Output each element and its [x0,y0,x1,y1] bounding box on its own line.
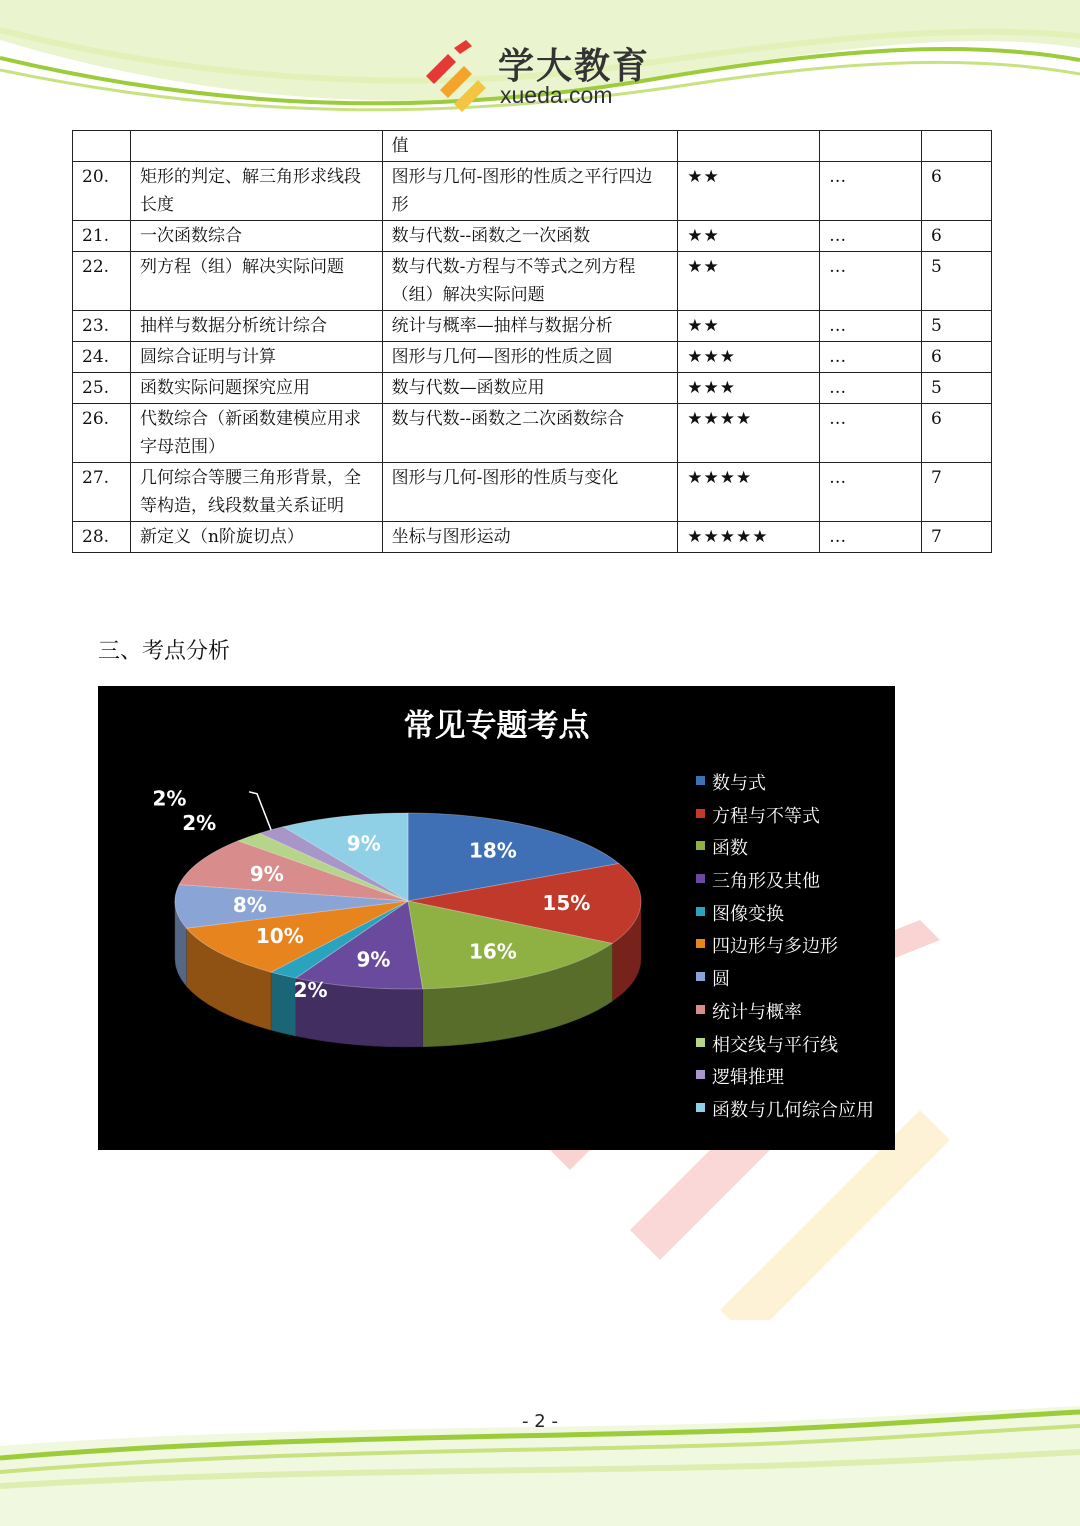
row-number: 27. [73,463,131,522]
difficulty-stars [678,131,820,162]
extra-cell: … [820,162,922,221]
extra-cell: … [820,373,922,404]
legend-label: 逻辑推理 [712,1067,784,1089]
score-cell: 5 [922,311,992,342]
section-title: 三、考点分析 [98,639,231,664]
difficulty-stars: ★★★★★ [678,522,820,553]
score-cell: 5 [922,252,992,311]
pie-chart [98,686,895,1150]
table-row [73,162,992,221]
difficulty-stars: ★★★ [678,373,820,404]
brand-name-en: xueda.com [500,82,613,108]
category-cell: 数与代数—函数应用 [382,373,678,404]
legend-label: 统计与概率 [712,1001,802,1023]
pie-data-label: 10% [255,924,304,949]
table-row [73,373,992,404]
chart-title: 常见专题考点 [403,708,590,744]
pie-data-label: 8% [232,892,267,917]
extra-cell: … [820,463,922,522]
footer-wave-decoration [0,1386,1080,1526]
topic-cell: 抽样与数据分析统计综合 [130,311,382,342]
pie-data-label: 16% [468,939,517,964]
score-cell: 6 [922,342,992,373]
legend-label: 数与式 [712,773,766,794]
pie-data-label: 2% [152,786,187,811]
leader-line [249,792,271,830]
extra-cell [820,131,922,162]
legend-label: 相交线与平行线 [712,1034,838,1056]
category-cell: 数与代数--函数之二次函数综合 [382,404,678,463]
legend-swatch [696,1005,705,1014]
table-row [73,221,992,252]
legend-label: 函数 [712,838,748,860]
score-cell: 6 [922,404,992,463]
legend-label: 三角形及其他 [712,871,820,893]
legend-swatch [696,1038,705,1047]
table-row [73,342,992,373]
topic-cell: 几何综合等腰三角形背景，全等构造，线段数量关系证明 [130,463,382,522]
difficulty-stars: ★★★ [678,342,820,373]
legend-swatch [696,907,705,916]
category-cell: 图形与几何-图形的性质与变化 [382,463,678,522]
extra-cell: … [820,252,922,311]
legend-label: 圆 [712,969,730,991]
category-cell: 值 [382,131,678,162]
pie-data-label: 9% [346,831,381,856]
row-number: 21. [73,221,131,252]
category-cell: 图形与几何—图形的性质之圆 [382,342,678,373]
category-cell: 统计与概率—抽样与数据分析 [382,311,678,342]
legend-label: 四边形与多边形 [712,936,838,958]
legend-swatch [696,939,705,948]
legend-swatch [696,874,705,883]
score-cell: 7 [922,463,992,522]
table-row [73,311,992,342]
legend-swatch [696,809,705,818]
row-number: 26. [73,404,131,463]
topic-cell: 一次函数综合 [130,221,382,252]
legend-swatch [696,1103,705,1112]
category-cell: 图形与几何-图形的性质之平行四边形 [382,162,678,221]
difficulty-stars: ★★ [678,162,820,221]
xueda-logo-icon [418,38,494,114]
row-number: 25. [73,373,131,404]
brand-name-cn: 学大教育 [498,46,651,87]
pie-data-label: 9% [249,861,284,886]
legend-swatch [696,776,705,785]
pie-data-label: 18% [468,838,517,863]
difficulty-stars: ★★ [678,311,820,342]
topic-cell [130,131,382,162]
score-cell [922,131,992,162]
topic-cell: 新定义（n阶旋切点） [130,522,382,553]
table-row [73,522,992,553]
difficulty-stars: ★★★★ [678,404,820,463]
topic-cell: 圆综合证明与计算 [130,342,382,373]
exam-analysis-table [72,130,992,553]
score-cell: 5 [922,373,992,404]
legend-swatch [696,1070,705,1079]
brand-logo [418,38,678,112]
score-cell: 6 [922,162,992,221]
legend-label: 图像变换 [712,903,784,925]
topic-cell: 代数综合（新函数建模应用求字母范围） [130,404,382,463]
legend-label: 方程与不等式 [712,805,820,827]
row-number: 22. [73,252,131,311]
extra-cell: … [820,404,922,463]
table-row [73,131,992,162]
row-number: 23. [73,311,131,342]
pie-slice-side [271,972,296,1036]
score-cell: 6 [922,221,992,252]
category-cell: 数与代数--函数之一次函数 [382,221,678,252]
legend-swatch [696,841,705,850]
table-row [73,463,992,522]
page-number: - 2 - [522,1411,558,1432]
row-number [73,131,131,162]
pie-data-label: 15% [542,890,591,915]
category-cell: 数与代数-方程与不等式之列方程（组）解决实际问题 [382,252,678,311]
difficulty-stars: ★★ [678,221,820,252]
pie-data-label: 2% [293,977,328,1002]
extra-cell: … [820,522,922,553]
topic-cell: 矩形的判定、解三角形求线段长度 [130,162,382,221]
extra-cell: … [820,311,922,342]
row-number: 24. [73,342,131,373]
extra-cell: … [820,221,922,252]
category-cell: 坐标与图形运动 [382,522,678,553]
difficulty-stars: ★★ [678,252,820,311]
pie-data-label: 9% [356,947,391,972]
table-row [73,404,992,463]
extra-cell: … [820,342,922,373]
topic-cell: 列方程（组）解决实际问题 [130,252,382,311]
pie-data-label: 2% [182,811,217,836]
row-number: 28. [73,522,131,553]
difficulty-stars: ★★★★ [678,463,820,522]
topic-cell: 函数实际问题探究应用 [130,373,382,404]
table-row [73,252,992,311]
legend-label: 函数与几何综合应用 [712,1099,874,1121]
score-cell: 7 [922,522,992,553]
row-number: 20. [73,162,131,221]
legend-swatch [696,972,705,981]
